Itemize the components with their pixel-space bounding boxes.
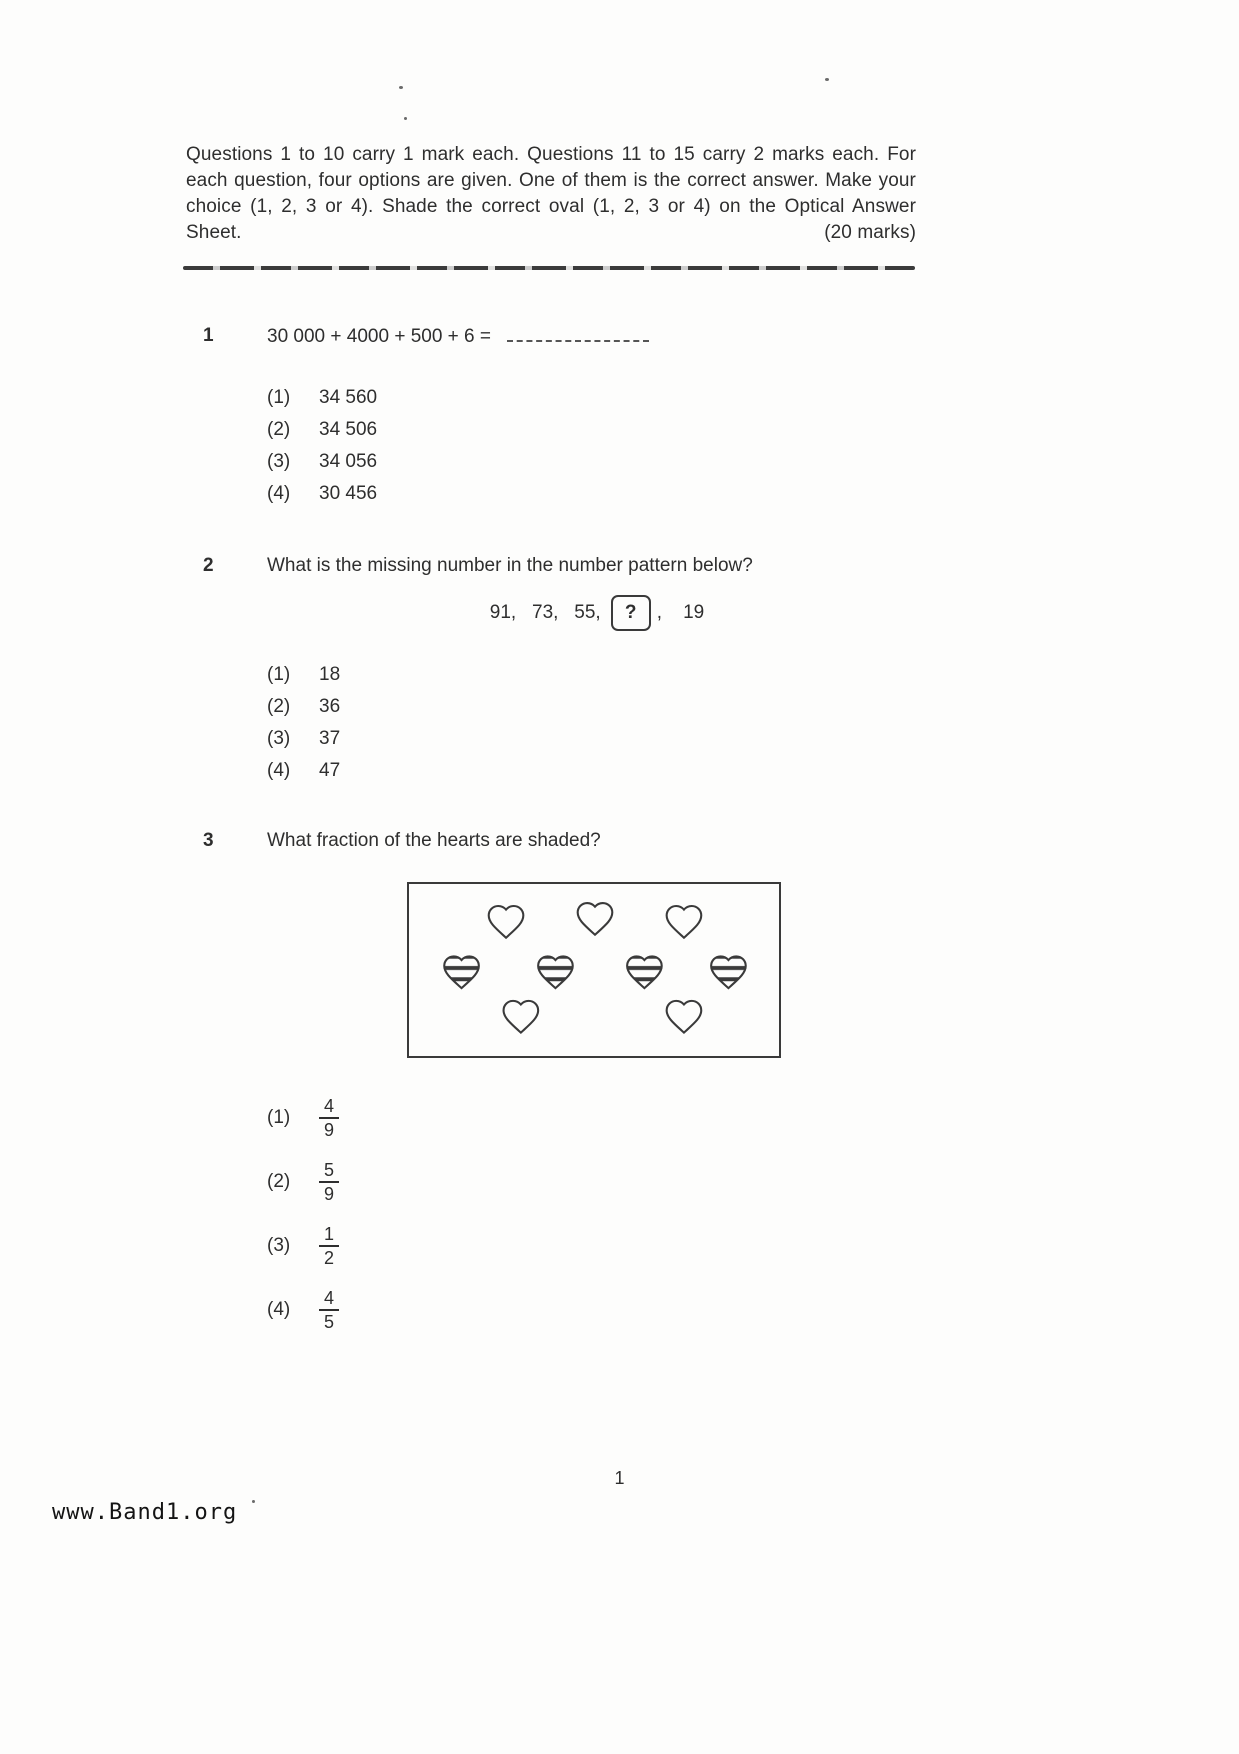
heart-outline-icon [489,906,524,938]
option-label: (4) [267,1299,291,1320]
heart-outline-icon [578,903,613,935]
hearts-figure-box [407,882,781,1058]
question-3-options [267,1094,927,1334]
fraction-value [319,1288,339,1332]
option-value: 34 560 [319,387,378,408]
option-label: (1) [267,387,291,408]
option-value: 34 506 [319,419,378,440]
question-2-number: 2 [203,555,214,576]
fraction-numerator: 5 [319,1160,339,1183]
question-2 [203,553,927,787]
fraction-denominator: 9 [324,1184,335,1204]
option-value: 30 456 [319,483,378,504]
question-1-options [267,382,927,510]
option-3 [267,723,927,755]
option-label: (2) [267,696,291,717]
question-1-text: 30 000 + 4000 + 500 + 6 = [267,323,927,350]
option-1 [267,382,927,414]
option-4 [267,755,927,787]
answer-blank [507,323,649,342]
heart-shaded-icon [444,956,479,988]
question-2-text: What is the missing number in the number pattern below? [267,555,753,576]
page-number: 1 [614,1468,625,1488]
option-2 [267,1158,927,1206]
option-value: 34 056 [319,451,378,472]
option-value: 47 [319,760,341,781]
fraction-value [319,1160,339,1204]
heart-outline-icon [667,906,702,938]
option-2 [267,414,927,446]
hearts-figure [409,884,779,1056]
number-pattern [267,593,927,633]
question-3 [203,828,927,1350]
heart-shaded-icon [711,956,746,988]
option-label: (3) [267,1235,291,1256]
option-label: (1) [267,664,291,685]
heart-outline-icon [504,1001,539,1033]
fraction-denominator: 5 [324,1312,335,1332]
section-divider [183,266,915,270]
option-value: 37 [319,728,341,749]
option-label: (3) [267,451,291,472]
missing-number-box: ? [611,595,651,631]
fraction-denominator: 2 [324,1248,335,1268]
question-1 [203,323,927,510]
fraction-numerator: 4 [319,1096,339,1119]
question-3-number: 3 [203,830,214,851]
instructions-block [186,142,916,246]
fraction-denominator: 9 [324,1120,335,1140]
option-3 [267,1222,927,1270]
option-1 [267,659,927,691]
fraction-value [319,1096,339,1140]
option-2 [267,691,927,723]
option-3 [267,446,927,478]
question-2-options [267,659,927,787]
watermark-url: www.Band1.org [52,1500,238,1525]
option-4 [267,478,927,510]
marks-label: (20 marks) [824,222,916,243]
fraction-numerator: 1 [319,1224,339,1247]
scan-speck [825,78,829,81]
pattern-after: , 19 [656,602,705,623]
scan-speck [399,86,403,89]
question-3-text: What fraction of the hearts are shaded? [267,830,601,851]
heart-shaded-icon [627,956,662,988]
scan-speck [404,117,407,120]
instructions-text: Questions 1 to 10 carry 1 mark each. Questions 11 to 15 carry 2 marks each. For each question, four options are given. One of them is the correct answer. Make your choice (1, 2, 3 or 4). Shade the correct oval (1, 2, 3 or 4) on the Optical Answer Sheet. [186,144,916,243]
option-label: (4) [267,483,291,504]
pattern-before: 91, 73, 55, [489,602,601,623]
option-label: (1) [267,1107,291,1128]
option-value: 36 [319,696,341,717]
scan-speck [252,1500,255,1503]
question-1-number: 1 [203,325,214,346]
option-label: (2) [267,1171,291,1192]
option-label: (4) [267,760,291,781]
heart-outline-icon [667,1001,702,1033]
fraction-numerator: 4 [319,1288,339,1311]
option-1 [267,1094,927,1142]
heart-shaded-icon [538,956,573,988]
option-label: (2) [267,419,291,440]
option-value: 18 [319,664,341,685]
option-label: (3) [267,728,291,749]
fraction-value [319,1224,339,1268]
option-4 [267,1286,927,1334]
